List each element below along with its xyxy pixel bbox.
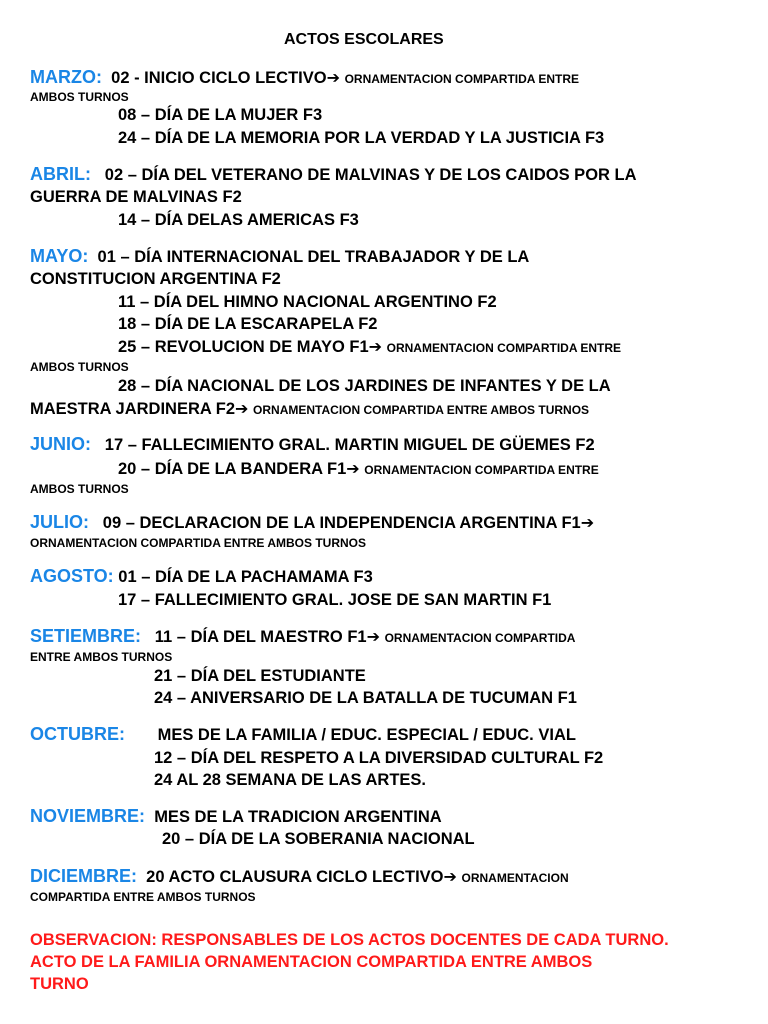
event-mayo-25: 25 – REVOLUCION DE MAYO F1 [118, 338, 369, 356]
note-setiembre-11: ORNAMENTACION COMPARTIDA [384, 631, 576, 645]
note-diciembre-20: ORNAMENTACION [461, 871, 569, 885]
event-setiembre-24: 24 – ANIVERSARIO DE LA BATALLA DE TUCUMAN F1 [154, 689, 577, 707]
mayo-28-row-cont [30, 399, 589, 420]
setiembre-row [30, 626, 575, 648]
month-julio: JULIO: [30, 512, 90, 532]
arrow-right-icon: ➔ [346, 461, 360, 478]
note-junio-20-cont: AMBOS TURNOS [30, 482, 129, 496]
event-marzo-24: 24 – DÍA DE LA MEMORIA POR LA VERDAD Y LA JUSTICIA F3 [118, 129, 605, 147]
event-octubre-24: 24 AL 28 SEMANA DE LAS ARTES. [154, 771, 427, 789]
event-marzo-08: 08 – DÍA DE LA MUJER F3 [118, 106, 323, 124]
mayo-25-row [118, 337, 621, 358]
note-marzo-02: ORNAMENTACION COMPARTIDA ENTRE [344, 72, 580, 86]
arrow-right-icon: ➔ [235, 401, 249, 418]
note-junio-20: ORNAMENTACION COMPARTIDA ENTRE [364, 463, 599, 477]
note-mayo-28: ORNAMENTACION COMPARTIDA ENTRE AMBOS TURNOS [253, 403, 590, 417]
event-marzo-02: 02 - INICIO CICLO LECTIVO [111, 69, 327, 87]
octubre-row [30, 724, 576, 745]
arrow-right-icon: ➔ [580, 515, 595, 532]
abril-row [30, 164, 637, 185]
julio-row [30, 512, 594, 534]
month-setiembre: SETIEMBRE: [30, 626, 142, 646]
month-agosto: AGOSTO: [30, 566, 114, 586]
event-abril-02: 02 – DÍA DEL VETERANO DE MALVINAS Y DE LOS CAIDOS POR LA [104, 166, 637, 184]
arrow-right-icon: ➔ [368, 339, 383, 356]
junio-20-row [118, 459, 599, 480]
junio-row [30, 434, 595, 455]
note-marzo-02-cont: AMBOS TURNOS [30, 90, 129, 104]
observation-line-3: TURNO [30, 975, 89, 993]
note-setiembre-11-cont: ENTRE AMBOS TURNOS [30, 650, 173, 664]
noviembre-row [30, 806, 442, 827]
mayo-row [30, 246, 529, 267]
month-noviembre: NOVIEMBRE: [30, 806, 146, 826]
note-julio-09: ORNAMENTACION COMPARTIDA ENTRE AMBOS TURNOS [30, 536, 366, 550]
event-noviembre-tradicion: MES DE LA TRADICION ARGENTINA [154, 808, 442, 826]
note-mayo-25: ORNAMENTACION COMPARTIDA ENTRE [386, 341, 622, 355]
event-setiembre-21: 21 – DÍA DEL ESTUDIANTE [154, 667, 366, 685]
month-marzo: MARZO: [30, 67, 102, 87]
event-mayo-01-cont: CONSTITUCION ARGENTINA F2 [30, 270, 281, 288]
marzo-row [30, 67, 579, 89]
note-diciembre-20-cont: COMPARTIDA ENTRE AMBOS TURNOS [30, 890, 256, 904]
arrow-right-icon: ➔ [326, 70, 340, 87]
event-mayo-18: 18 – DÍA DE LA ESCARAPELA F2 [118, 315, 378, 333]
event-mayo-28: 28 – DÍA NACIONAL DE LOS JARDINES DE INFANTES Y DE LA [118, 377, 611, 395]
month-abril: ABRIL: [30, 164, 91, 184]
arrow-right-icon: ➔ [366, 629, 380, 646]
event-mayo-01: 01 – DÍA INTERNACIONAL DEL TRABAJADOR Y DE LA [97, 248, 530, 266]
event-julio-09: 09 – DECLARACION DE LA INDEPENDENCIA ARGENTINA F1 [102, 514, 581, 532]
event-agosto-01: 01 – DÍA DE LA PACHAMAMA F3 [118, 568, 373, 586]
page-title: ACTOS ESCOLARES [284, 31, 444, 48]
event-setiembre-11: 11 – DÍA DEL MAESTRO F1 [154, 628, 367, 646]
month-mayo: MAYO: [30, 246, 89, 266]
arrow-right-icon: ➔ [443, 869, 457, 886]
month-diciembre: DICIEMBRE: [30, 866, 137, 886]
event-agosto-17: 17 – FALLECIMIENTO GRAL. JOSE DE SAN MARTIN F1 [118, 591, 552, 609]
event-mayo-28-cont: MAESTRA JARDINERA F2 [30, 400, 236, 418]
observation-line-2: ACTO DE LA FAMILIA ORNAMENTACION COMPARTIDA ENTRE AMBOS [30, 953, 593, 971]
observation-line-1: OBSERVACION: RESPONSABLES DE LOS ACTOS DOCENTES DE CADA TURNO. [30, 931, 669, 949]
event-abril-14: 14 – DÍA DELAS AMERICAS F3 [118, 211, 359, 229]
note-mayo-25-cont: AMBOS TURNOS [30, 360, 129, 374]
month-octubre: OCTUBRE: [30, 724, 125, 744]
agosto-row [30, 566, 373, 587]
event-diciembre-20: 20 ACTO CLAUSURA CICLO LECTIVO [146, 868, 444, 886]
diciembre-row [30, 866, 569, 888]
event-abril-02-cont: GUERRA DE MALVINAS F2 [30, 188, 242, 206]
event-noviembre-20: 20 – DÍA DE LA SOBERANIA NACIONAL [162, 830, 475, 848]
month-junio: JUNIO: [30, 434, 92, 454]
event-octubre-familia: MES DE LA FAMILIA / EDUC. ESPECIAL / EDUC. VIAL [157, 726, 576, 744]
event-junio-17: 17 – FALLECIMIENTO GRAL. MARTIN MIGUEL DE GÜEMES F2 [104, 436, 595, 454]
event-octubre-12: 12 – DÍA DEL RESPETO A LA DIVERSIDAD CULTURAL F2 [154, 749, 604, 767]
event-mayo-11: 11 – DÍA DEL HIMNO NACIONAL ARGENTINO F2 [118, 293, 497, 311]
event-junio-20: 20 – DÍA DE LA BANDERA F1 [118, 460, 347, 478]
